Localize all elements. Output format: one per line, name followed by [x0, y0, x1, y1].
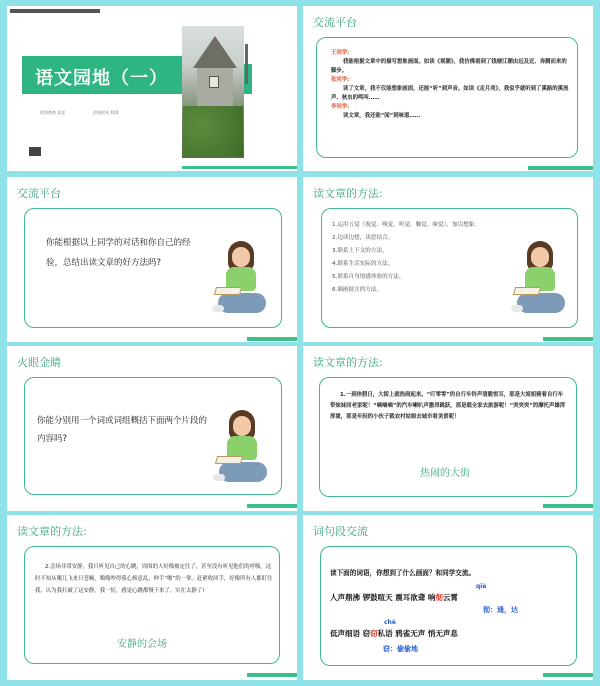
paragraph-box	[24, 546, 280, 664]
house-window	[209, 76, 219, 88]
bottom-accent-bar	[247, 673, 297, 677]
bottom-accent-bar	[247, 337, 297, 341]
note-qie: 窃：偷偷地	[383, 645, 418, 653]
dialogue-box	[316, 37, 578, 158]
answer-text: 安静的会场	[117, 639, 167, 650]
bottom-accent-bar	[543, 504, 593, 508]
word-row-1: 人声鼎沸 锣鼓喧天 震耳欲聋 响彻云霄	[330, 593, 458, 602]
house-roof	[193, 36, 237, 68]
slide-8-word-exchange[interactable]	[303, 515, 593, 680]
methods-list	[332, 219, 532, 297]
answer-text: 热闹的大街	[420, 468, 470, 479]
speaker-wang: 王同学:	[331, 50, 350, 56]
slide-4-methods[interactable]	[303, 177, 593, 342]
dialogue-text	[331, 49, 569, 121]
method-item: 5.联系自身情感体验的方法。	[332, 274, 405, 280]
decor-line	[245, 44, 248, 84]
girl-reading-illustration	[213, 410, 273, 490]
slide-title: 交流平台	[17, 187, 61, 200]
girl-reading-illustration	[511, 241, 571, 321]
bottom-accent-bar	[247, 504, 297, 508]
zhang-text: 读了文章，我不仅能想象画面，还能“听”到声音。如读《走月亮》，我似乎就听到了溪路的溪流声、秋虫的鸣叫……	[331, 86, 569, 101]
paragraph-box	[319, 377, 577, 497]
slide-1-title[interactable]	[7, 6, 297, 171]
method-item: 1.运用五觉（视觉、嗅觉、听觉、触觉、味觉），加以想象。	[332, 222, 480, 228]
speaker-li: 李同学:	[331, 104, 350, 110]
slide-title: 语文园地（一）	[35, 68, 168, 89]
decor-square	[29, 147, 41, 156]
time-label: 授课时间 XXX	[93, 110, 119, 115]
method-item: 4.联系生活实际的方法。	[332, 261, 394, 267]
question-text: 你能分别用一个词或词组概括下面两个片段的内容吗?	[37, 416, 208, 444]
slide-2-exchange[interactable]	[303, 6, 593, 171]
speaker-zhang: 张同学:	[331, 77, 350, 83]
note-che: 彻：通，达	[483, 606, 518, 614]
word-row-2: 低声细语 窃窃私语 鸦雀无声 悄无声息	[330, 629, 458, 638]
paragraph-text: 2.会场非常安静，我只听见自己的心跳，周围的人好像被定住了，甚至没有听见他们的呼吸。这时不知从哪儿飞来只苍蝇，嗡嗡吵得我心烦意乱，伸手“啪”的一掌。赶紧收回手，好像所有人都盯住我，认为我打破了这安静，我一怔，感觉心跳都慢下来了。实在太静了!	[35, 564, 273, 594]
girl-reading-illustration	[212, 241, 272, 321]
teacher-label: 授课教师 某某	[40, 110, 66, 115]
slide-title: 词句段交流	[313, 525, 368, 538]
bottom-accent-bar	[543, 673, 593, 677]
bottom-accent-bar	[528, 166, 593, 170]
pinyin-qie: qiè	[476, 583, 487, 590]
method-item: 6.圈画批注的方法。	[332, 287, 383, 293]
instruction-text: 读下面的词语，你想到了什么画面？和同学交流。	[330, 569, 476, 577]
slide-title: 火眼金睛	[17, 356, 61, 369]
slide-title: 读文章的方法:	[313, 187, 383, 200]
bottom-accent-bar	[182, 166, 297, 169]
top-accent-bar	[10, 9, 100, 13]
slide-3-exchange[interactable]	[7, 177, 297, 342]
slide-title: 读文章的方法:	[313, 356, 383, 369]
pinyin-che: chè	[384, 619, 396, 626]
words-box	[320, 546, 577, 666]
slide-title: 读文章的方法:	[17, 525, 87, 538]
slide-title: 交流平台	[313, 16, 357, 29]
slide-5-sharp-eyes[interactable]	[7, 346, 297, 511]
question-text: 你能根据以上同学的对话和你自己的经验，总结出读文章的好方法吗?	[46, 238, 191, 268]
li-text: 读文章，我还能“闻”到味道……	[343, 113, 421, 119]
method-item: 2.边读边想，读思结合。	[332, 235, 394, 241]
slide-6-methods-example[interactable]	[303, 346, 593, 511]
paragraph-text: 1.一到休假日，大街上就热闹起来。“叮零零”的自行车铃声清脆悦耳，那是大姐姐骑着自行车带妹妹回老家呢！“嘀嘀嘀”的汽车喇叭声激昂跳跃，那是载全家去旅游呢！“突突突”的摩托声雄浑厚重，那是年轻的小伙子载农村姑娘去城市看美景呢！	[330, 392, 566, 420]
garden-bush	[183, 106, 243, 156]
wang-text: 我能根据文章中的描写想象画面。如读《观潮》，我仿佛看到了钱塘江潮由远及近、奔腾而来的脚步。	[331, 59, 567, 74]
bottom-accent-bar	[543, 337, 593, 341]
method-item: 3.联系上下文的方法。	[332, 248, 388, 254]
slide-7-methods-example[interactable]	[7, 515, 297, 680]
